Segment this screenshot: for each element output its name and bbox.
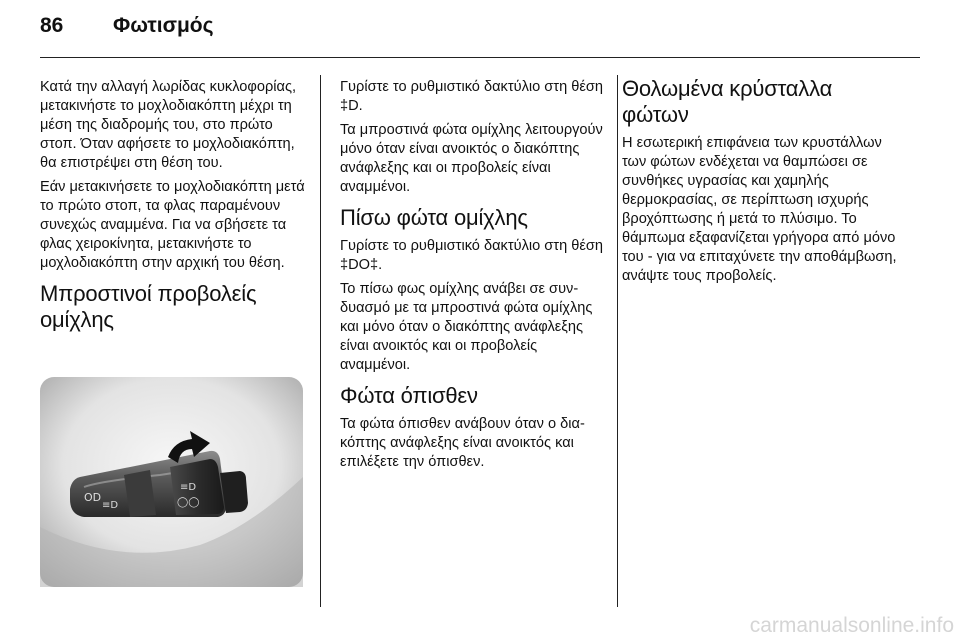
misted-lenses-heading: Θολωμένα κρύσταλλα φώτων xyxy=(622,76,833,127)
lane-change-paragraph: Κατά την αλλαγή λωρίδας κυκλοφορίας, μετακινήστε το μοχλοδιακόπτη μέχρι τη μέση της διαδρομής του, στο πρώτο στοπ. Όταν αφήσετε το μοχλοδιακόπτη, θα επιστρέψει στη θέση του. xyxy=(40,79,297,171)
page-title: Φωτισμός xyxy=(113,14,214,37)
misted-lenses-paragraph: Η εσωτερική επιφάνεια των κρυστάλλων των φώτων ενδέχεται να θαμπώσει σε συνθήκες υγρασίας και χαμηλής θερμοκρασίας, σε περίπτωση ισχυρής βροχόπτωσης ή μετά το πλύσιμο. Το θάμπωμα εξαφανίζεται γρήγορα από μόνο του - για να επιταχύνετε την αποθάμβωση, ανάψτε τους προβολείς. xyxy=(622,135,897,284)
column-divider xyxy=(617,75,618,607)
indicator-paragraph: Εάν μετακινήσετε το μοχλοδιακόπτη μετά το πρώτο στοπ, τα φλας παραμένουν συνεχώς αναμμένα. Για να σβήσετε τα φλας χειροκίνητα, μετακινήστε το μοχλοδιακόπτη στην αρχική του θέση. xyxy=(40,179,305,271)
reversing-lights-heading: Φώτα όπισθεν xyxy=(340,383,478,408)
svg-text:≡D: ≡D xyxy=(102,500,119,511)
rear-fog-instruction: Γυρίστε το ρυθμιστικό δακτύλιο στη θέση ‡DO‡. xyxy=(340,238,603,273)
column-divider xyxy=(320,75,321,607)
rear-fog-light-heading: Πίσω φώτα ομίχλης xyxy=(340,205,528,230)
svg-text:◯◯: ◯◯ xyxy=(177,497,200,508)
fog-light-switch-illustration xyxy=(40,377,303,587)
header-rule xyxy=(40,57,920,58)
front-fog-paragraph: Τα μπροστινά φώτα ομίχλης λειτουργούν μόνο όταν είναι ανοικτός ο διακόπτης ανάφλεξης και οι προβολείς είναι αναμμένοι. xyxy=(340,122,603,195)
column-left xyxy=(40,78,308,339)
rear-fog-paragraph: Το πίσω φως ομίχλης ανάβει σε συνδυασμό με τα μπροστινά φώτα ομίχλης και μόνο όταν ο διακόπτης ανάφλεξης είναι ανοικτός και οι προβολείς αναμμένοι. xyxy=(340,281,593,373)
reversing-lights-paragraph: Τα φώτα όπισθεν ανάβουν όταν ο διακόπτης ανάφλεξης είναι ανοικτός και επιλέξετε την όπισθεν. xyxy=(340,416,585,470)
front-fog-instruction: Γυρίστε το ρυθμιστικό δακτύλιο στη θέση ‡D. xyxy=(340,79,603,114)
column-middle xyxy=(340,78,605,477)
svg-text:OD: OD xyxy=(84,491,102,504)
front-fog-lights-heading: Μπροστινοί προβολείς ομίχλης xyxy=(40,281,257,332)
column-right xyxy=(622,76,904,291)
watermark: carmanualsonline.info xyxy=(749,614,954,637)
page-number: 86 xyxy=(40,14,64,37)
svg-text:≡D: ≡D xyxy=(180,482,197,493)
